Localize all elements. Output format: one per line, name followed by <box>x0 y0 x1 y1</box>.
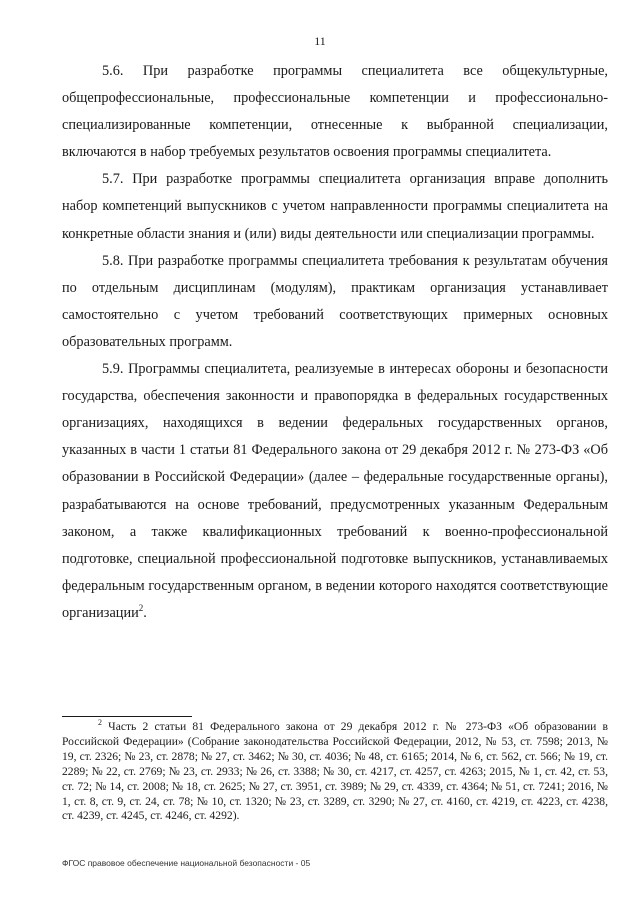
footnote-number: 2 <box>98 718 102 728</box>
page-footer: ФГОС правовое обеспечение национальной безопасности - 05 <box>62 858 311 868</box>
paragraph-5-9-text: 5.9. Программы специалитета, реализуемые в интересах обороны и безопасности государства, обеспечения законности и правопорядка в федеральных государственных организациях, находящихся в ведении федеральных государственных органов, указанных в части 1 статьи 81 Федерального закона от 29 декабря 2012 г. № 273-ФЗ «Об образовании в Российской Федерации» (далее – федеральные государственные органы), разрабатываются на основе требований, предусмотренных указанным Федеральным законом, а также квалификационных требований к военно-профессиональной подготовке, специальной профессиональной подготовке выпускников, устанавливаемых федеральным государственным органом, в ведении которого находятся соответствующие организации <box>62 361 608 621</box>
paragraph-5-6: 5.6. При разработке программы специалитета все общекультурные, общепрофессиональные, профессиональные компетенции и профессионально-специализированные компетенции, отнесенные к выбранной специализации, включаются в набор требуемых результатов освоения программы специалитета. <box>62 63 608 161</box>
footnote-text: Часть 2 статьи 81 Федерального закона от 29 декабря 2012 г. № 273-ФЗ «Об образовании в Российской Федерации» (Собрание законодательства Российской Федерации, 2012, № 53, ст. 7598; 2013, № 19, ст. 2326; № 23, ст. 2878; № 27, ст. 3462; № 30, ст. 4036; № 48, ст. 6165; 2014, № 6, ст. 562, ст. 566; № 19, ст. 2289; № 22, ст. 2769; № 23, ст. 2933; № 26, ст. 3388; № 30, ст. 4217, ст. 4257, ст. 4263; 2015, № 1, ст. 42, ст. 53, ст. 72; № 14, ст. 2008; № 18, ст. 2625; № 27, ст. 3951, ст. 3989; № 29, ст. 4339, ст. 4364; № 51, ст. 7241; 2016, № 1, ст. 8, ст. 9, ст. 24, ст. 78; № 10, ст. 1320; № 23, ст. 3289, ст. 3290; № 27, ст. 4160, ст. 4219, ст. 4223, ст. 4238, ст. 4239, ст. 4245, ст. 4246, ст. 4292). <box>62 720 608 823</box>
footnote-reference: 2 <box>138 603 144 614</box>
footnote <box>62 720 608 824</box>
paragraph-5-7: 5.7. При разработке программы специалитета организация вправе дополнить набор компетенций выпускников с учетом направленности программы специалитета на конкретные области знания и (или) виды деятельности или специализации программы. <box>62 171 608 242</box>
footnote-divider <box>62 716 192 717</box>
page-number: 11 <box>314 34 326 48</box>
paragraph-5-8: 5.8. При разработке программы специалитета требования к результатам обучения по отдельным дисциплинам (модулям), практикам организация устанавливает самостоятельно с учетом требований соответствующих примерных основных образовательных программ. <box>62 252 608 350</box>
paragraph-5-9-period: . <box>143 604 147 621</box>
document-body <box>62 58 608 627</box>
paragraph-5-9 <box>62 356 608 627</box>
